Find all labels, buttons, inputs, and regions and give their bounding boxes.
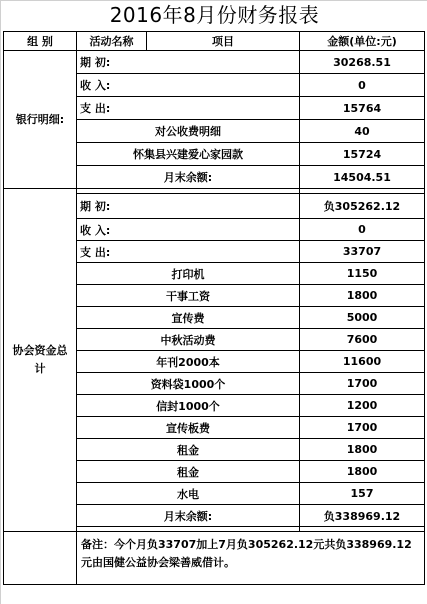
sheet-grid-line — [0, 0, 1, 604]
bank-item: 对公收费明细 — [77, 120, 300, 143]
assoc-amount: 1800 — [300, 439, 425, 461]
note-spacer-cell — [4, 532, 77, 585]
report-title: 2016年8月份财务报表 — [109, 3, 320, 27]
bank-amount: 30268.51 — [300, 51, 425, 74]
assoc-amount: 1800 — [300, 461, 425, 483]
bank-item: 月末余额: — [77, 166, 300, 189]
bank-item: 期 初: — [77, 51, 300, 74]
assoc-amount: 7600 — [300, 329, 425, 351]
assoc-amount: 1200 — [300, 395, 425, 417]
assoc-amount: 负338969.12 — [300, 505, 425, 527]
assoc-amount: 负305262.12 — [300, 194, 425, 219]
header-group: 组 别 — [4, 32, 77, 51]
assoc-item: 月末余额: — [77, 505, 300, 527]
assoc-amount: 157 — [300, 483, 425, 505]
assoc-amount: 1700 — [300, 373, 425, 395]
assoc-item: 租金 — [77, 461, 300, 483]
assoc-amount: 1800 — [300, 285, 425, 307]
assoc-item: 宣传费 — [77, 307, 300, 329]
assoc-item: 支 出: — [77, 241, 300, 263]
assoc-item: 信封1000个 — [77, 395, 300, 417]
assoc-item: 干事工资 — [77, 285, 300, 307]
header-item: 项目 — [147, 32, 300, 51]
bank-item: 收 入: — [77, 74, 300, 97]
bank-item: 支 出: — [77, 97, 300, 120]
assoc-item: 宣传板费 — [77, 417, 300, 439]
header-activity: 活动名称 — [77, 32, 147, 51]
table-row — [4, 51, 425, 74]
assoc-amount: 1150 — [300, 263, 425, 285]
assoc-item: 资料袋1000个 — [77, 373, 300, 395]
assoc-item: 租金 — [77, 439, 300, 461]
note-text: 备注：今个月负33707加上7月负305262.12元共负338969.12元由国健公益协会梁善威借计。 — [77, 532, 425, 585]
assoc-amount: 33707 — [300, 241, 425, 263]
bank-amount: 0 — [300, 74, 425, 97]
assoc-item: 打印机 — [77, 263, 300, 285]
assoc-item: 期 初: — [77, 194, 300, 219]
assoc-amount: 5000 — [300, 307, 425, 329]
bank-amount: 15764 — [300, 97, 425, 120]
bank-item: 怀集县兴建爱心家园款 — [77, 143, 300, 166]
assoc-section-label: 协会资金总计 — [4, 189, 77, 532]
report-table — [3, 31, 425, 585]
assoc-amount: 1700 — [300, 417, 425, 439]
assoc-item: 中秋活动费 — [77, 329, 300, 351]
bank-amount: 40 — [300, 120, 425, 143]
bank-amount: 14504.51 — [300, 166, 425, 189]
assoc-item: 收 入: — [77, 219, 300, 241]
assoc-item: 年刊2000本 — [77, 351, 300, 373]
bank-amount: 15724 — [300, 143, 425, 166]
assoc-amount: 0 — [300, 219, 425, 241]
bank-section-label: 银行明细: — [4, 51, 77, 189]
header-amount: 金额(单位:元) — [300, 32, 425, 51]
assoc-item: 水电 — [77, 483, 300, 505]
header-row — [4, 32, 425, 51]
note-row — [4, 532, 425, 585]
assoc-amount: 11600 — [300, 351, 425, 373]
